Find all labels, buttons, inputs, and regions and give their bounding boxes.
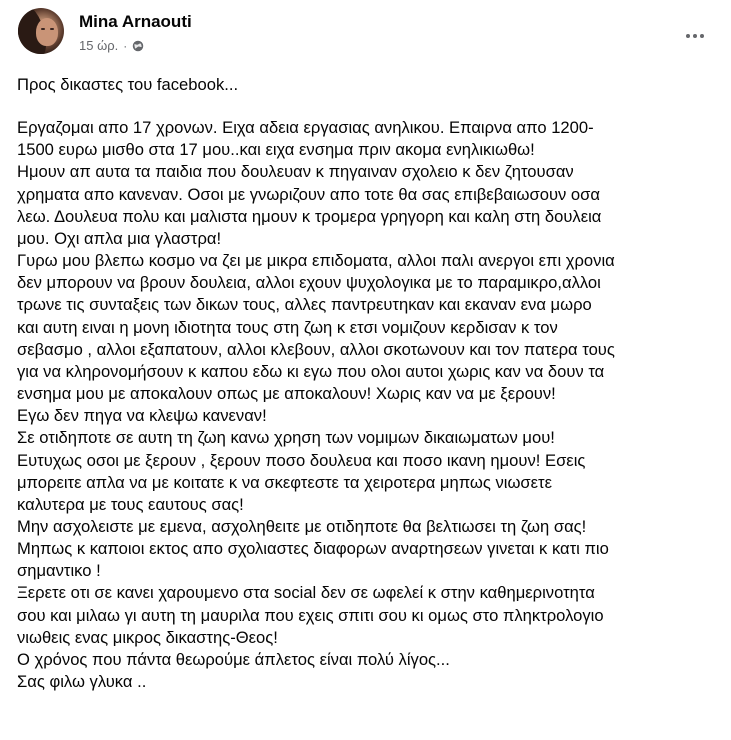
post-line: Σας φιλω γλυκα .. — [17, 672, 147, 692]
post-greeting: Προς δικαστες του facebook... — [17, 75, 239, 94]
avatar-eye-left — [41, 28, 45, 30]
more-dot — [693, 34, 697, 38]
post-meta — [79, 38, 144, 53]
timestamp[interactable]: 15 ώρ. — [79, 38, 119, 53]
author-name[interactable]: Mina Arnaouti — [79, 12, 192, 31]
post-line: 1500 ευρω μισθο στα 17 μου..και ειχα ενσημα πριν ακομα ενηλικιωθω! — [17, 140, 535, 160]
avatar-eye-right — [50, 28, 54, 30]
post-line: Ξερετε οτι σε κανει χαρουμενο στα social δεν σε ωφελεί κ στην καθημερινοτητα — [17, 583, 595, 603]
avatar-face — [36, 18, 58, 46]
meta-separator: · — [123, 38, 128, 53]
post-line: Ο χρόνος που πάντα θεωρούμε άπλετος είναι πολύ λίγος... — [17, 649, 450, 669]
post-text — [17, 74, 717, 693]
post-line: χρηματα απο κανεναν. Οσοι με γνωριζουν απο τοτε θα σας επιβεβαιωσουν οσα — [17, 184, 600, 204]
more-options-icon[interactable] — [677, 18, 713, 54]
post-line: Μηπως κ καποιοι εκτος απο σχολιαστες διαφορων αναρτησεων γινεται κ κατι πιο — [17, 539, 609, 559]
avatar[interactable] — [18, 8, 64, 54]
post-line: Εγω δεν πηγα να κλεψω κανεναν! — [17, 406, 267, 426]
post-line: Εργαζομαι απο 17 χρονων. Ειχα αδεια εργασιας ανηλικου. Επαιρνα απο 1200- — [17, 118, 594, 138]
post-header — [18, 6, 713, 64]
post-line: Μην ασχολειστε με εμενα, ασχοληθειτε με οτιδηποτε θα βελτιωσει τη ζωη σας! — [17, 516, 587, 536]
more-dot — [686, 34, 690, 38]
globe-icon[interactable] — [132, 40, 144, 52]
post-line: σου και μιλαω γι αυτη τη μαυριλα που εχεις σπιτι σου κι ομως στο πληκτρολογιο — [17, 605, 604, 625]
post-line: για να κληρονομήσουν κ καπου εδω κι εγω που ολοι αυτοι χωρις καν να δουν τα — [17, 361, 605, 381]
post-line: καλυτερα με τους εαυτους σας! — [17, 494, 244, 514]
post-line: δεν μπορουν να βρουν δουλεια, αλλοι εχουν ψυχολογικα με το παραμικρο,αλλοι — [17, 273, 601, 293]
post-line: και αυτη ειναι η μονη ιδιοτητα τους στη ζωη κ ετσι νομιζουν κερδισαν κ τον — [17, 317, 558, 337]
post-line: Ημουν απ αυτα τα παιδια που δουλευαν κ πηγαιναν σχολειο κ δεν ζητουσαν — [17, 162, 574, 182]
post-line: μου. Οχι απλα μια γλαστρα! — [17, 228, 222, 248]
post-line: νιωθεις ενας μικρος δικαστης-Θεος! — [17, 627, 278, 647]
more-dot — [700, 34, 704, 38]
post-line: Σε οτιδηποτε σε αυτη τη ζωη κανω χρηση των νομιμων δικαιωματων μου! — [17, 428, 555, 448]
post-line: σημαντικο ! — [17, 561, 101, 581]
post-line: τρωνε τις συνταξεις των δικων τους, αλλες παντρευτηκαν και εκαναν ενα μωρο — [17, 295, 592, 315]
post-paragraph — [17, 117, 717, 693]
post-line: λεω. Δουλευα πολυ και μαλιστα ημουν κ τρομερα γρηγορη και καλη στη δουλεια — [17, 206, 602, 226]
post-line: σεβασμο , αλλοι εξαπατουν, αλλοι κλεβουν, αλλοι σκοτωνουν και τον πατερα τους — [17, 339, 615, 359]
post-line: Γυρω μου βλεπω κοσμο να ζει με μικρα επιδοματα, αλλοι παλι ανεργοι επι χρονια — [17, 251, 615, 271]
post-line: Ευτυχως οσοι με ξερουν , ξερουν ποσο δουλευα και ποσο ικανη ημουν! Εσεις — [17, 450, 586, 470]
post-line: μπορειτε απλα να με κοιτατε κ να σκεφτεστε τα χειροτερα μηπως νιωσετε — [17, 472, 553, 492]
post-line: ενσημα μου με αποκαλουν οπως με αποκαλουν! Χωρις καν να με ξερουν! — [17, 384, 556, 404]
